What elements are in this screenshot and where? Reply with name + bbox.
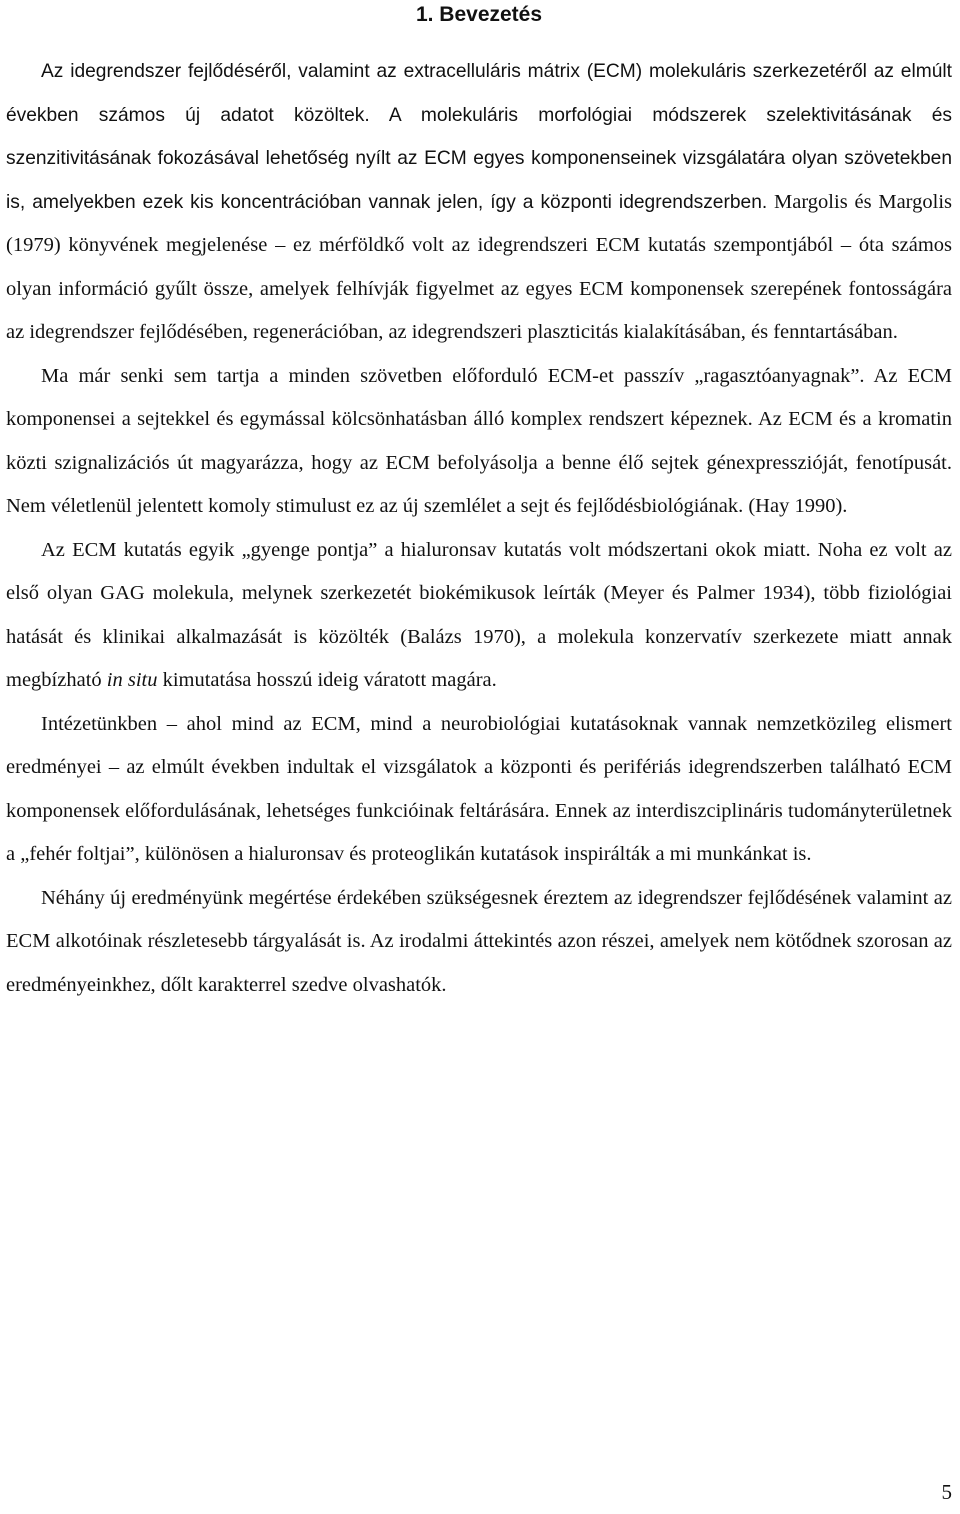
paragraph-1-part-a: Az idegrendszer fejlődéséről, valamint az extracelluláris mátrix (ECM) molekuláris szerkezetéről az elmúlt években számos új adatot közöltek. A molekuláris morfológiai módszerek szelektivitásának és szenzitivitásának fokozásával lehetőség nyílt az ECM egyes komponenseinek vizsgálatára olyan szövetekben is, amelyekben ezek kis koncentrációban vannak jelen, így a központi idegrendszerben.: [6, 61, 952, 213]
section-title: 1. Bevezetés: [415, 3, 543, 26]
paragraph-1-part-b: Margolis és Margolis (1979) könyvének megjelenése – ez mérföldkő volt az idegrendszeri ECM kutatás szempontjából – óta számos olyan információ gyűlt össze, amelyek felhívják figyelmet az egyes ECM komponensek szerepének fontosságára az idegrendszer fejlődésében, regenerációban, az idegrendszeri plaszticitás kialakításában, és fenntartásában.: [6, 190, 952, 343]
paragraph-1: [6, 50, 952, 355]
body-text: [6, 50, 952, 1007]
page-number: 5: [941, 1480, 952, 1504]
document-page: [6, 0, 952, 1007]
paragraph-3: [6, 529, 952, 703]
paragraph-3-italic: in situ: [106, 669, 158, 691]
paragraph-3-part-a: Az ECM kutatás egyik „gyenge pontja” a hialuronsav kutatás volt módszertani okok miatt. Noha ez volt az első olyan GAG molekula, melynek szerkezetét biokémikusok leírták (Meyer és Palmer 1934), több fiziológiai hatását és klinikai alkalmazását is közölték (Balázs 1970), a molekula konzervatív szerkezete miatt annak megbízható: [6, 538, 952, 691]
paragraph-3-part-b: kimutatása hosszú ideig váratott magára.: [157, 669, 497, 691]
paragraph-2: Ma már senki sem tartja a minden szövetben előforduló ECM-et passzív „ragasztóanyagnak”. Az ECM komponensei a sejtekkel és egymással kölcsönhatásban álló komplex rendszert képeznek. Az ECM és a kromatin közti szignalizációs út magyarázza, hogy az ECM befolyásolja a benne élő sejtek génexpresszióját, fenotípusát. Nem véletlenül jelentett komoly stimulust ez az új szemlélet a sejt és fejlődésbiológiának. (Hay 1990).: [6, 364, 952, 517]
paragraph-4: Intézetünkben – ahol mind az ECM, mind a neurobiológiai kutatásoknak vannak nemzetközileg elismert eredményei – az elmúlt években indultak el vizsgálatok a központi és perifériás idegrendszerben található ECM komponensek előfordulásának, lehetséges funkcióinak feltárására. Ennek az interdiszciplináris tudományterületnek a „fehér foltjai”, különösen a hialuronsav és proteoglikán kutatások inspirálták a mi munkánkat is.: [6, 712, 952, 865]
paragraph-5: Néhány új eredményünk megértése érdekében szükségesnek éreztem az idegrendszer fejlődésének valamint az ECM alkotóinak részletesebb tárgyalását is. Az irodalmi áttekintés azon részei, amelyek nem kötődnek szorosan az eredményeinkhez, dőlt karakterrel szedve olvashatók.: [6, 886, 952, 996]
